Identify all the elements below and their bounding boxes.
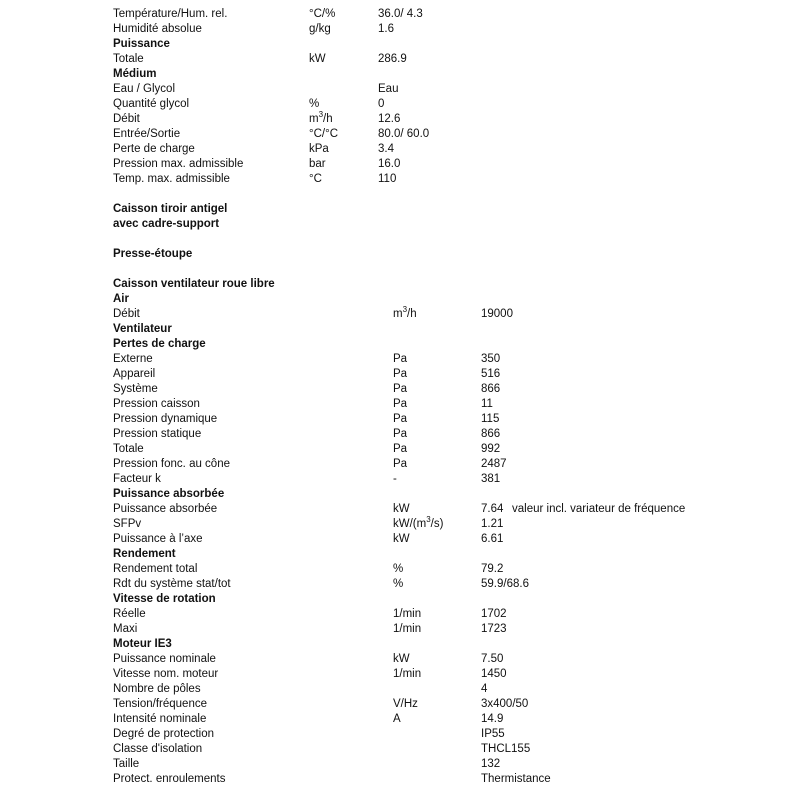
- spec-value: 12.6: [378, 113, 401, 125]
- spec-label: Système: [113, 383, 158, 395]
- spacer: [0, 187, 800, 202]
- spec-row-puissance-absorbee: [0, 502, 800, 517]
- spec-label: Classe d'isolation: [113, 743, 203, 755]
- section-heading: [0, 337, 800, 352]
- spec-unit: kW: [393, 503, 410, 515]
- spec-label: Taille: [113, 758, 140, 770]
- spec-unit: °C/%: [309, 8, 336, 20]
- spec-row-systeme: [0, 382, 800, 397]
- spec-label: Pression statique: [113, 428, 202, 440]
- section-heading: [0, 322, 800, 337]
- spec-label: Appareil: [113, 368, 156, 380]
- spec-row-protect-enroulements: [0, 772, 800, 787]
- spec-row-degre-de-protection: [0, 727, 800, 742]
- spec-label: Eau / Glycol: [113, 83, 175, 95]
- spec-unit: 1/min: [393, 623, 422, 635]
- section-heading: [0, 202, 800, 217]
- spec-value: 7.64: [481, 503, 504, 515]
- section-heading: [0, 37, 800, 52]
- spec-row-pression-caisson: [0, 397, 800, 412]
- spec-label: Externe: [113, 353, 153, 365]
- spec-row-pression-max-admissible: [0, 157, 800, 172]
- spec-value: 16.0: [378, 158, 401, 170]
- spec-unit: %: [393, 563, 404, 575]
- spec-label: Débit: [113, 113, 140, 125]
- spec-unit: kW: [309, 53, 326, 65]
- spec-label: Totale: [113, 53, 144, 65]
- spec-value: 11: [481, 398, 493, 410]
- section-heading: [0, 247, 800, 262]
- spec-label: Maxi: [113, 623, 138, 635]
- spec-unit: 1/min: [393, 608, 422, 620]
- spec-row-sfpv: [0, 517, 800, 532]
- spec-unit: A: [393, 713, 401, 725]
- spec-value: 6.61: [481, 533, 504, 545]
- spec-unit: °C: [309, 173, 322, 185]
- spec-unit: Pa: [393, 413, 408, 425]
- heading-avec-cadre-support: avec cadre-support: [113, 218, 220, 230]
- spec-row-maxi: [0, 622, 800, 637]
- spec-row-humidite-absolue: [0, 22, 800, 37]
- spec-value: 992: [481, 443, 501, 455]
- heading-presse-etoupe: Presse-étoupe: [113, 248, 193, 260]
- spec-unit: kW: [393, 533, 410, 545]
- spec-label: Rendement total: [113, 563, 198, 575]
- spec-row-appareil: [0, 367, 800, 382]
- spec-label: Entrée/Sortie: [113, 128, 181, 140]
- spec-label: Rdt du système stat/tot: [113, 578, 231, 590]
- section-coil: [0, 7, 800, 277]
- spec-label: Réelle: [113, 608, 146, 620]
- heading-ventilateur: Ventilateur: [113, 323, 172, 335]
- spec-label: Facteur k: [113, 473, 161, 485]
- spec-row-eau-glycol: [0, 82, 800, 97]
- spec-unit: $m^3/h$: [393, 305, 417, 320]
- spec-label: Tension/fréquence: [113, 698, 207, 710]
- spec-value: 14.9: [481, 713, 504, 725]
- spec-unit: Pa: [393, 368, 408, 380]
- spec-unit: Pa: [393, 428, 408, 440]
- spec-row-tension-frequence: [0, 697, 800, 712]
- spec-label: Débit: [113, 308, 140, 320]
- spec-value: 286.9: [378, 53, 407, 65]
- heading-pertes-de-charge: Pertes de charge: [113, 338, 206, 350]
- spec-document: [0, 7, 800, 787]
- spec-label: Vitesse nom. moteur: [113, 668, 219, 680]
- heading-moteur-ie3: Moteur IE3: [113, 638, 172, 650]
- spec-value: Thermistance: [481, 773, 551, 785]
- spec-row-debit: [0, 307, 800, 322]
- spec-label: Puissance nominale: [113, 653, 216, 665]
- spacer: [0, 262, 800, 277]
- spec-value: 1450: [481, 668, 507, 680]
- section-heading: [0, 592, 800, 607]
- spacer: [0, 232, 800, 247]
- spec-value: 36.0/ 4.3: [378, 8, 423, 20]
- spec-label: Puissance absorbée: [113, 503, 218, 515]
- spec-row-intensite-nominale: [0, 712, 800, 727]
- spec-row-debit: [0, 112, 800, 127]
- heading-air: Air: [113, 293, 129, 305]
- spec-unit: -: [393, 473, 397, 485]
- heading-medium: Médium: [113, 68, 157, 80]
- spec-label: SFPv: [113, 518, 142, 530]
- spec-row-vitesse-nom-moteur: [0, 667, 800, 682]
- spec-value: 132: [481, 758, 501, 770]
- spec-value: 80.0/ 60.0: [378, 128, 430, 140]
- spec-row-facteur-k: [0, 472, 800, 487]
- spec-unit: Pa: [393, 398, 408, 410]
- spec-value: 866: [481, 383, 501, 395]
- spec-row-rendement-total: [0, 562, 800, 577]
- spec-unit: Pa: [393, 353, 408, 365]
- spec-row-classe-d-isolation: [0, 742, 800, 757]
- spec-value: 4: [481, 683, 488, 695]
- spec-row-taille: [0, 757, 800, 772]
- spec-label: Quantité glycol: [113, 98, 190, 110]
- section-heading: [0, 67, 800, 82]
- spec-unit: kW: [393, 653, 410, 665]
- spec-unit: $kW/(m^3/s)$: [393, 515, 444, 530]
- spec-unit: %: [393, 578, 404, 590]
- spec-row-reelle: [0, 607, 800, 622]
- spec-row-entree-sortie: [0, 127, 800, 142]
- spec-unit: g/kg: [309, 23, 331, 35]
- section-heading: [0, 277, 800, 292]
- spec-label: Totale: [113, 443, 144, 455]
- heading-vitesse-de-rotation: Vitesse de rotation: [113, 593, 216, 605]
- spec-row-temp-max-admissible: [0, 172, 800, 187]
- spec-row-externe: [0, 352, 800, 367]
- spec-label: Pression caisson: [113, 398, 200, 410]
- spec-value: 7.50: [481, 653, 504, 665]
- spec-unit: Pa: [393, 458, 408, 470]
- spec-label: Nombre de pôles: [113, 683, 201, 695]
- spec-label: Perte de charge: [113, 143, 195, 155]
- spec-row-nombre-de-poles: [0, 682, 800, 697]
- section-heading: [0, 292, 800, 307]
- spec-value: 110: [378, 173, 397, 185]
- spec-label: Pression max. admissible: [113, 158, 244, 170]
- spec-row-totale: [0, 442, 800, 457]
- spec-value: 1.21: [481, 518, 504, 530]
- section-fan: [0, 277, 800, 787]
- spec-value: 350: [481, 353, 501, 365]
- section-heading: [0, 487, 800, 502]
- heading-caisson-tiroir-antigel: Caisson tiroir antigel: [113, 203, 228, 215]
- spec-value: IP55: [481, 728, 505, 740]
- spec-label: Protect. enroulements: [113, 773, 226, 785]
- spec-unit: %: [309, 98, 320, 110]
- spec-value: 59.9/68.6: [481, 578, 529, 590]
- spec-label: Intensité nominale: [113, 713, 207, 725]
- spec-value: 19000: [481, 308, 513, 320]
- spec-row-puissance-nominale: [0, 652, 800, 667]
- spec-value: 3.4: [378, 143, 394, 155]
- heading-caisson-ventilateur-roue-libre: Caisson ventilateur roue libre: [113, 278, 275, 290]
- spec-row-pression-dynamique: [0, 412, 800, 427]
- spec-value: 1723: [481, 623, 507, 635]
- spec-row-pression-fonc-au-cone: [0, 457, 800, 472]
- section-heading: [0, 217, 800, 232]
- spec-value: 0: [378, 98, 385, 110]
- spec-row-puissance-a-l-axe: [0, 532, 800, 547]
- spec-label: Humidité absolue: [113, 23, 202, 35]
- spec-unit: kPa: [309, 143, 329, 155]
- spec-label: Temp. max. admissible: [113, 173, 230, 185]
- spec-value: 381: [481, 473, 501, 485]
- spec-label: Température/Hum. rel.: [113, 8, 228, 20]
- spec-value: 79.2: [481, 563, 504, 575]
- spec-row-pression-statique: [0, 427, 800, 442]
- heading-puissance-absorbee: Puissance absorbée: [113, 488, 225, 500]
- spec-value: 516: [481, 368, 501, 380]
- spec-unit: bar: [309, 158, 326, 170]
- spec-label: Pression fonc. au cône: [113, 458, 230, 470]
- spec-row-temperature-hum-rel: [0, 7, 800, 22]
- spec-label: Degré de protection: [113, 728, 215, 740]
- spec-value: 866: [481, 428, 501, 440]
- spec-value: 1.6: [378, 23, 394, 35]
- spec-row-quantite-glycol: [0, 97, 800, 112]
- spec-unit: Pa: [393, 443, 408, 455]
- spec-row-totale: [0, 52, 800, 67]
- spec-unit: Pa: [393, 383, 408, 395]
- spec-note: valeur incl. variateur de fréquence: [512, 503, 686, 515]
- spec-row-rdt-du-systeme-stat-tot: [0, 577, 800, 592]
- section-heading: [0, 547, 800, 562]
- spec-label: Pression dynamique: [113, 413, 218, 425]
- spec-value: 115: [481, 413, 500, 425]
- spec-unit: V/Hz: [393, 698, 418, 710]
- spec-value: 1702: [481, 608, 507, 620]
- spec-unit: 1/min: [393, 668, 422, 680]
- spec-unit: °C/°C: [309, 128, 339, 140]
- spec-unit: $m^3/h$: [309, 110, 333, 125]
- heading-rendement: Rendement: [113, 548, 176, 560]
- spec-value: 2487: [481, 458, 507, 470]
- spec-row-perte-de-charge: [0, 142, 800, 157]
- spec-value: Eau: [378, 83, 399, 95]
- heading-puissance: Puissance: [113, 38, 170, 50]
- spec-value: 3x400/50: [481, 698, 529, 710]
- section-heading: [0, 637, 800, 652]
- spec-label: Puissance à l’axe: [113, 533, 203, 545]
- spec-value: THCL155: [481, 743, 531, 755]
